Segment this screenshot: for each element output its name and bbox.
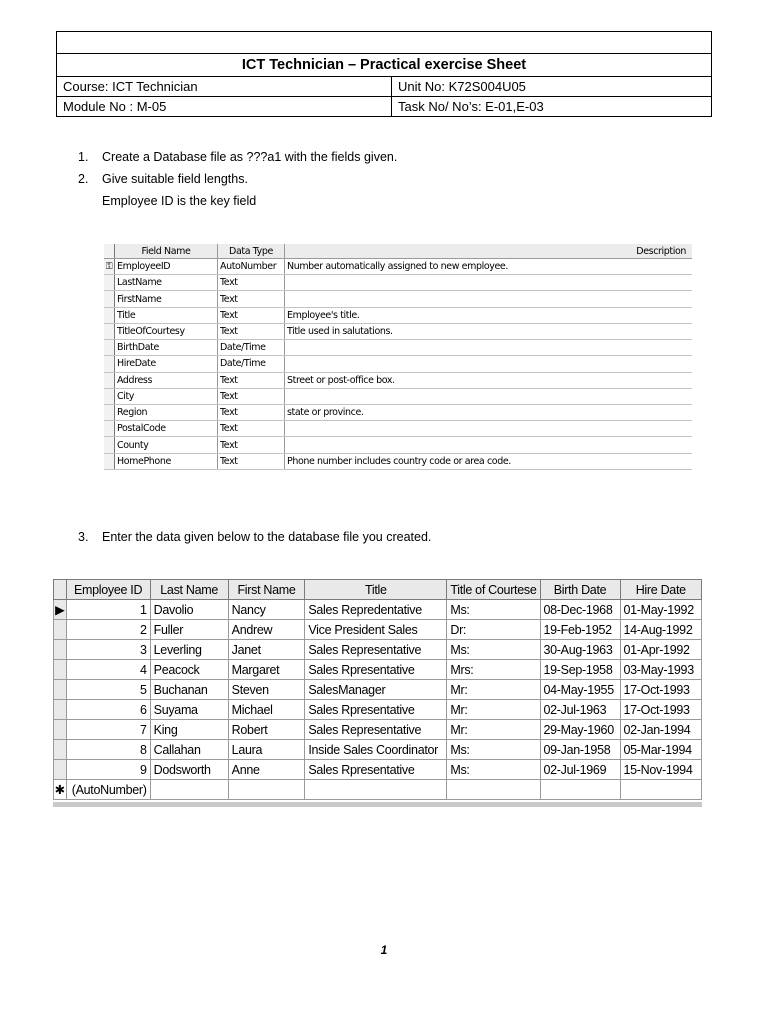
last-name-cell[interactable] — [150, 780, 228, 800]
step-number: 2. — [78, 172, 89, 186]
first-name-cell[interactable]: Margaret — [228, 660, 305, 680]
autonumber-placeholder[interactable]: (AutoNumber) — [66, 780, 150, 800]
hire-date-cell[interactable]: 17-Oct-1993 — [620, 680, 702, 700]
field-name-cell[interactable]: County — [115, 437, 218, 453]
last-name-cell[interactable]: Peacock — [150, 660, 228, 680]
datasheet-grid — [53, 579, 702, 800]
col-title-of-courtesy[interactable]: Title of Courtese — [447, 580, 540, 600]
design-row[interactable] — [104, 275, 692, 291]
title-cell[interactable]: SalesManager — [305, 680, 447, 700]
employee-id-cell[interactable]: 6 — [66, 700, 150, 720]
course-cell: Course: ICT Technician — [57, 77, 392, 97]
hire-date-cell[interactable]: 03-May-1993 — [620, 660, 702, 680]
row-selector[interactable] — [104, 259, 115, 275]
row-selector[interactable] — [54, 660, 67, 680]
step-text: Enter the data given below to the database file you created. — [102, 530, 432, 544]
description-header: Description — [285, 244, 693, 259]
row-selector[interactable] — [54, 760, 67, 780]
field-name-cell[interactable]: EmployeeID — [115, 259, 218, 275]
table-row[interactable] — [54, 700, 702, 720]
employee-id-cell[interactable]: 9 — [66, 760, 150, 780]
birth-date-cell[interactable]: 19-Feb-1952 — [540, 620, 620, 640]
design-row[interactable] — [104, 421, 692, 437]
design-row[interactable] — [104, 259, 692, 275]
table-row[interactable] — [54, 620, 702, 640]
courtesy-cell[interactable]: Ms: — [447, 740, 540, 760]
instruction-step-3 — [78, 530, 431, 544]
description-cell[interactable] — [285, 421, 693, 437]
data-type-cell[interactable]: Date/Time — [218, 340, 285, 356]
description-cell[interactable]: Phone number includes country code or area code. — [285, 453, 693, 469]
unit-cell: Unit No: K72S004U05 — [392, 77, 712, 97]
row-selector[interactable] — [104, 323, 115, 339]
design-row[interactable] — [104, 340, 692, 356]
design-row[interactable] — [104, 372, 692, 388]
birth-date-cell[interactable]: 08-Dec-1968 — [540, 600, 620, 620]
hire-date-cell[interactable]: 14-Aug-1992 — [620, 620, 702, 640]
data-type-cell[interactable]: Text — [218, 421, 285, 437]
birth-date-cell[interactable]: 09-Jan-1958 — [540, 740, 620, 760]
first-name-cell[interactable]: Steven — [228, 680, 305, 700]
step-number: 1. — [78, 150, 89, 164]
birth-date-cell[interactable]: 02-Jul-1963 — [540, 700, 620, 720]
data-type-cell[interactable]: Date/Time — [218, 356, 285, 372]
description-cell[interactable]: state or province. — [285, 404, 693, 420]
description-cell[interactable]: Employee's title. — [285, 307, 693, 323]
description-cell[interactable] — [285, 291, 693, 307]
design-row[interactable] — [104, 404, 692, 420]
field-name-cell[interactable]: TitleOfCourtesy — [115, 323, 218, 339]
data-type-cell[interactable]: Text — [218, 388, 285, 404]
title-cell[interactable]: Sales Representative — [305, 640, 447, 660]
field-name-cell[interactable]: City — [115, 388, 218, 404]
last-name-cell[interactable]: Callahan — [150, 740, 228, 760]
employee-id-cell[interactable]: 1 — [66, 600, 150, 620]
last-name-cell[interactable]: Fuller — [150, 620, 228, 640]
hire-date-cell[interactable]: 17-Oct-1993 — [620, 700, 702, 720]
step-text: Create a Database file as ???a1 with the fields given. — [102, 150, 398, 164]
title-cell[interactable]: Sales Rpresentative — [305, 660, 447, 680]
field-name-cell[interactable]: Region — [115, 404, 218, 420]
description-cell[interactable] — [285, 275, 693, 291]
birth-date-cell[interactable]: 29-May-1960 — [540, 720, 620, 740]
row-selector[interactable] — [104, 340, 115, 356]
row-selector[interactable] — [54, 640, 67, 660]
design-view-grid — [104, 244, 692, 470]
hire-date-cell[interactable]: 02-Jan-1994 — [620, 720, 702, 740]
design-row[interactable] — [104, 323, 692, 339]
hire-date-cell[interactable]: 01-Apr-1992 — [620, 640, 702, 660]
data-type-header: Data Type — [218, 244, 285, 259]
field-name-cell[interactable]: HomePhone — [115, 453, 218, 469]
courtesy-cell[interactable]: Ms: — [447, 600, 540, 620]
employee-id-cell[interactable]: 4 — [66, 660, 150, 680]
last-name-cell[interactable]: Suyama — [150, 700, 228, 720]
birth-date-cell[interactable] — [540, 780, 620, 800]
row-selector[interactable] — [104, 356, 115, 372]
key-icon: ⚿ — [105, 262, 113, 273]
first-name-cell[interactable]: Anne — [228, 760, 305, 780]
employee-id-cell[interactable]: 7 — [66, 720, 150, 740]
courtesy-cell[interactable]: Mr: — [447, 680, 540, 700]
title-cell[interactable]: Sales Rpresentative — [305, 700, 447, 720]
row-selector[interactable] — [54, 700, 67, 720]
instruction-step-1 — [78, 150, 397, 164]
employee-id-cell[interactable]: 8 — [66, 740, 150, 760]
hire-date-cell[interactable] — [620, 780, 702, 800]
data-type-cell[interactable]: Text — [218, 307, 285, 323]
task-cell: Task No/ No’s: E-01,E-03 — [392, 97, 712, 117]
table-row[interactable] — [54, 680, 702, 700]
birth-date-cell[interactable]: 19-Sep-1958 — [540, 660, 620, 680]
row-selector[interactable]: ▶ — [54, 600, 67, 620]
design-row[interactable] — [104, 453, 692, 469]
step-text: Give suitable field lengths. — [102, 172, 248, 186]
last-name-cell[interactable]: King — [150, 720, 228, 740]
sheet-title: ICT Technician – Practical exercise Sheet — [57, 54, 712, 77]
col-first-name[interactable]: First Name — [228, 580, 305, 600]
data-type-cell[interactable]: Text — [218, 291, 285, 307]
description-cell[interactable] — [285, 388, 693, 404]
instruction-step-2 — [78, 172, 248, 186]
field-name-cell[interactable]: HireDate — [115, 356, 218, 372]
col-last-name[interactable]: Last Name — [150, 580, 228, 600]
design-row[interactable] — [104, 437, 692, 453]
row-selector-header — [104, 244, 115, 259]
title-cell[interactable]: Sales Representative — [305, 720, 447, 740]
first-name-cell[interactable]: Laura — [228, 740, 305, 760]
data-type-cell[interactable]: Text — [218, 372, 285, 388]
field-name-cell[interactable]: BirthDate — [115, 340, 218, 356]
employee-id-cell[interactable]: 5 — [66, 680, 150, 700]
row-selector[interactable] — [104, 404, 115, 420]
title-cell[interactable]: Inside Sales Coordinator — [305, 740, 447, 760]
row-selector[interactable] — [104, 437, 115, 453]
courtesy-cell[interactable]: Mr: — [447, 720, 540, 740]
description-cell[interactable] — [285, 340, 693, 356]
new-record-row[interactable] — [54, 780, 702, 800]
title-cell[interactable]: Sales Rpresentative — [305, 760, 447, 780]
data-type-cell[interactable]: Text — [218, 453, 285, 469]
row-selector[interactable] — [104, 421, 115, 437]
description-cell[interactable] — [285, 437, 693, 453]
courtesy-cell[interactable]: Mr: — [447, 700, 540, 720]
hire-date-cell[interactable]: 15-Nov-1994 — [620, 760, 702, 780]
courtesy-cell[interactable]: Ms: — [447, 760, 540, 780]
first-name-cell[interactable]: Janet — [228, 640, 305, 660]
col-employee-id[interactable]: Employee ID — [66, 580, 150, 600]
new-record-marker[interactable]: ✱ — [54, 780, 67, 800]
table-row[interactable] — [54, 720, 702, 740]
row-selector[interactable] — [54, 620, 67, 640]
description-cell[interactable]: Number automatically assigned to new employee. — [285, 259, 693, 275]
data-type-cell[interactable]: Text — [218, 404, 285, 420]
field-name-cell[interactable]: Title — [115, 307, 218, 323]
birth-date-cell[interactable]: 02-Jul-1969 — [540, 760, 620, 780]
header-blank-cell — [57, 32, 712, 54]
row-selector[interactable] — [54, 680, 67, 700]
data-type-cell[interactable]: Text — [218, 323, 285, 339]
row-selector[interactable] — [104, 291, 115, 307]
row-selector[interactable] — [54, 720, 67, 740]
hire-date-cell[interactable]: 05-Mar-1994 — [620, 740, 702, 760]
hire-date-cell[interactable]: 01-May-1992 — [620, 600, 702, 620]
table-row[interactable] — [54, 740, 702, 760]
birth-date-cell[interactable]: 30-Aug-1963 — [540, 640, 620, 660]
data-type-cell[interactable]: Text — [218, 437, 285, 453]
step-number: 3. — [78, 530, 89, 544]
first-name-cell[interactable] — [228, 780, 305, 800]
birth-date-cell[interactable]: 04-May-1955 — [540, 680, 620, 700]
row-selector[interactable] — [54, 740, 67, 760]
description-cell[interactable] — [285, 356, 693, 372]
row-selector[interactable] — [104, 307, 115, 323]
first-name-cell[interactable]: Nancy — [228, 600, 305, 620]
row-selector[interactable] — [104, 388, 115, 404]
row-selector[interactable] — [104, 372, 115, 388]
header-table — [56, 31, 712, 117]
design-row[interactable] — [104, 388, 692, 404]
title-cell[interactable] — [305, 780, 447, 800]
table-row[interactable] — [54, 640, 702, 660]
key-field-note: Employee ID is the key field — [102, 194, 257, 208]
field-name-cell[interactable]: PostalCode — [115, 421, 218, 437]
table-row[interactable] — [54, 660, 702, 680]
employee-id-cell[interactable]: 2 — [66, 620, 150, 640]
module-cell: Module No : M-05 — [57, 97, 392, 117]
courtesy-cell[interactable]: Mrs: — [447, 660, 540, 680]
field-name-cell[interactable]: FirstName — [115, 291, 218, 307]
col-birth-date[interactable]: Birth Date — [540, 580, 620, 600]
row-selector[interactable] — [104, 275, 115, 291]
last-name-cell[interactable]: Leverling — [150, 640, 228, 660]
title-cell[interactable]: Sales Repredentative — [305, 600, 447, 620]
col-title[interactable]: Title — [305, 580, 447, 600]
first-name-cell[interactable]: Andrew — [228, 620, 305, 640]
courtesy-cell[interactable]: Ms: — [447, 640, 540, 660]
data-type-cell[interactable]: Text — [218, 275, 285, 291]
design-row[interactable] — [104, 356, 692, 372]
row-selector-header — [54, 580, 67, 600]
row-selector[interactable] — [104, 453, 115, 469]
title-cell[interactable]: Vice President Sales — [305, 620, 447, 640]
page-number: 1 — [380, 943, 388, 957]
datasheet-scroll-edge — [53, 802, 702, 807]
description-cell[interactable]: Title used in salutations. — [285, 323, 693, 339]
col-hire-date[interactable]: Hire Date — [620, 580, 702, 600]
table-row[interactable] — [54, 600, 702, 620]
table-row[interactable] — [54, 760, 702, 780]
design-row[interactable] — [104, 307, 692, 323]
field-name-cell[interactable]: LastName — [115, 275, 218, 291]
field-name-header: Field Name — [115, 244, 218, 259]
courtesy-cell[interactable] — [447, 780, 540, 800]
first-name-cell[interactable]: Robert — [228, 720, 305, 740]
field-name-cell[interactable]: Address — [115, 372, 218, 388]
data-type-cell[interactable]: AutoNumber — [218, 259, 285, 275]
last-name-cell[interactable]: Dodsworth — [150, 760, 228, 780]
employee-id-cell[interactable]: 3 — [66, 640, 150, 660]
design-row[interactable] — [104, 291, 692, 307]
courtesy-cell[interactable]: Dr: — [447, 620, 540, 640]
last-name-cell[interactable]: Davolio — [150, 600, 228, 620]
description-cell[interactable]: Street or post-office box. — [285, 372, 693, 388]
last-name-cell[interactable]: Buchanan — [150, 680, 228, 700]
first-name-cell[interactable]: Michael — [228, 700, 305, 720]
